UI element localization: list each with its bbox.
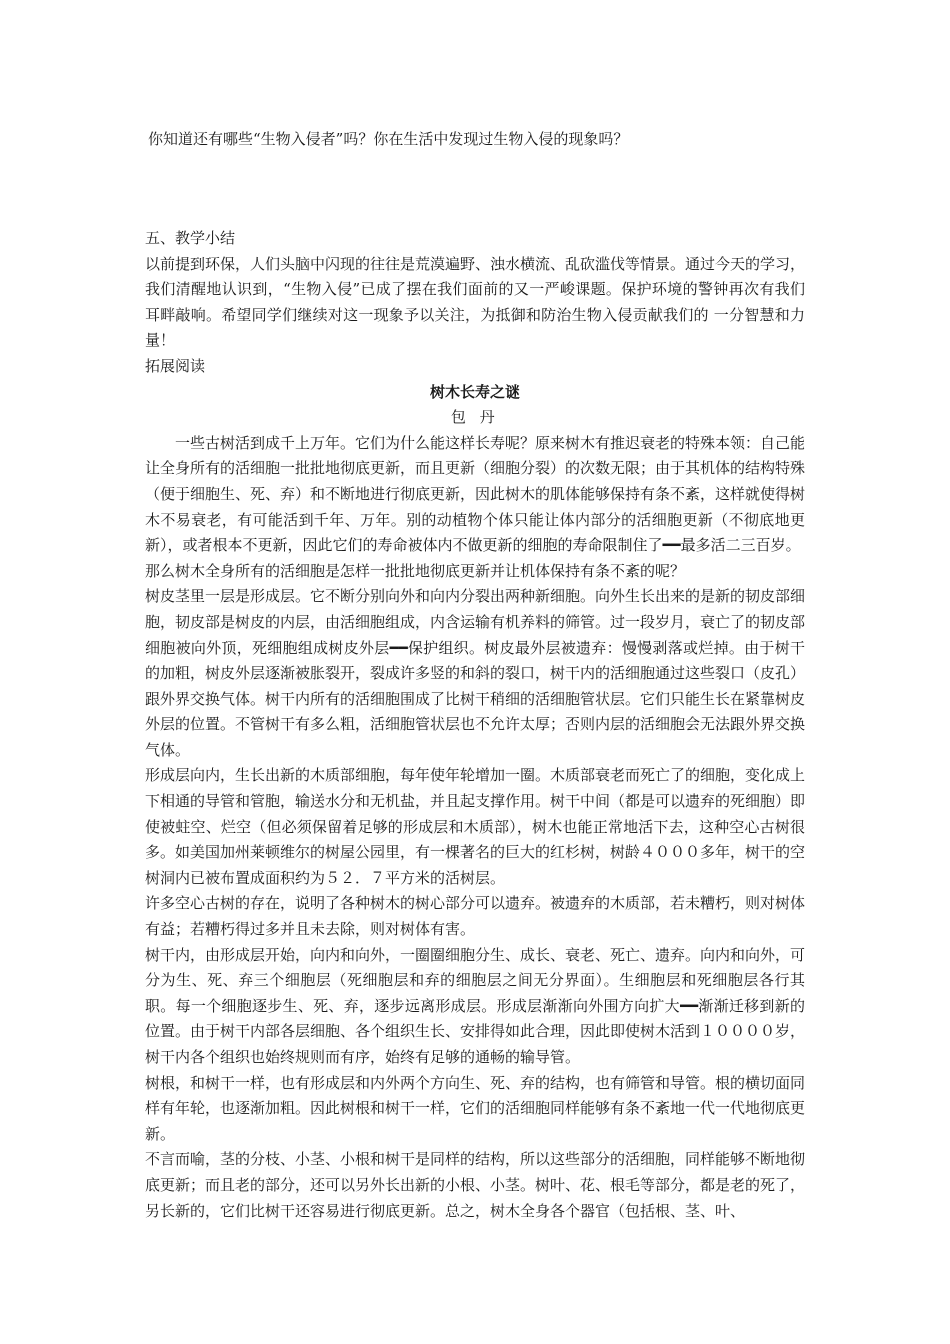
article-title: 树木长寿之谜 <box>429 382 520 401</box>
discussion-question: 你知道还有哪些“生物入侵者”吗？你在生活中发现过生物入侵的现象吗？ <box>148 130 629 148</box>
article-paragraph-1: 一些古树活到成千上万年。它们为什么能这样长寿呢？原来树木有推迟衰老的特殊本领：自己能让全身所有的活细胞一批批地彻底更新，而且更新（细胞分裂）的次数无限；由于其机体的结构特殊（便于细胞生、死、弃）和不断地进行彻底更新，因此树木的肌体能够保持有条不紊，这样就使得树木不易衰老，有可能活到千年、万年。别的动植物个体只能让体内部分的活细胞更新（不彻底地更新），或者根本不更新，因此它们的寿命被体内不做更新的细胞的寿命限制住了━━最多活二三百岁。 <box>145 433 806 555</box>
article-paragraph-4: 形成层向内，生长出新的木质部细胞，每年使年轮增加一圈。木质部衰老而死亡了的细胞，变化成上下相通的导管和管胞，输送水分和无机盐，并且起支撑作用。树干中间（都是可以遗弃的死细胞）即使被蛀空、烂空（但必须保留着足够的形成层和木质部），树木也能正常地活下去，这种空心古树很多。如美国加州莱顿维尔的树屋公园里，有一棵著名的巨大的红杉树，树龄４０００多年，树干的空树洞内已被布置成面积约为５２．７平方米的活树层。 <box>145 766 806 887</box>
article-author: 包 丹 <box>450 408 500 427</box>
summary-text: 以前提到环保，人们头脑中闪现的往往是荒漠遍野、浊水横流、乱砍滥伐等情景。通过今天的学习，我们清醒地认识到，“生物入侵”已成了摆在我们面前的又一严峻课题。保护环境的警钟再次有我们耳畔敲响。希望同学们继续对这一现象予以关注，为抵御和防治生物入侵贡献我们的 一分智慧和力量！ <box>145 254 806 350</box>
document-body <box>145 226 805 1224</box>
article-paragraph-8: 不言而喻，茎的分枝、小茎、小根和树干是同样的结构，所以这些部分的活细胞，同样能够不断地彻底更新；而且老的部分，还可以另外长出新的小根、小茎。树叶、花、根毛等部分，都是老的死了，另长新的，它们比树干还容易进行彻底更新。总之，树木全身各个器官（包括根、茎、叶、 <box>145 1150 806 1220</box>
extended-reading-heading: 拓展阅读 <box>145 356 206 375</box>
article-paragraph-3: 树皮茎里一层是形成层。它不断分别向外和向内分裂出两种新细胞。向外生长出来的是新的韧皮部细胞，韧皮部是树皮的内层，由活细胞组成，内含运输有机养料的筛管。过一段岁月，衰亡了的韧皮部细胞被向外顶，死细胞组成树皮外层━━保护组织。树皮最外层被遗弃：慢慢剥落或烂掉。由于树干的加粗，树皮外层逐渐被胀裂开，裂成许多竖的和斜的裂口，树干内的活细胞通过这些裂口（皮孔）跟外界交换气体。树干内所有的活细胞围成了比树干稍细的活细胞管状层。它们只能生长在紧靠树皮外层的位置。不管树干有多么粗，活细胞管状层也不允许太厚；否则内层的活细胞会无法跟外界交换气体。 <box>145 587 806 759</box>
article-paragraph-5: 许多空心古树的存在，说明了各种树木的树心部分可以遗弃。被遗弃的木质部，若未糟朽，则对树体有益；若糟朽得过多并且未去除，则对树体有害。 <box>145 894 806 939</box>
summary-heading: 五、教学小结 <box>145 229 236 247</box>
article-paragraph-6: 树干内，由形成层开始，向内和向外，一圈圈细胞分生、成长、衰老、死亡、遗弃。向内和向外，可分为生、死、弃三个细胞层（死细胞层和弃的细胞层之间无分界面）。生细胞层和死细胞层各行其职。每一个细胞逐步生、死、弃，逐步远离形成层。形成层渐渐向外围方向扩大━━渐渐迁移到新的位置。由于树干内部各层细胞、各个组织生长、安排得如此合理，因此即使树木活到１００００岁，树干内各个组织也始终规则而有序，始终有足够的通畅的输导管。 <box>145 945 806 1066</box>
article-paragraph-7: 树根，和树干一样，也有形成层和内外两个方向生、死、弃的结构，也有筛管和导管。根的横切面同样有年轮，也逐渐加粗。因此树根和树干一样，它们的活细胞同样能够有条不紊地一代一代地彻底更新。 <box>145 1073 806 1143</box>
article-paragraph-2: 那么树木全身所有的活细胞是怎样一批批地彻底更新并让机体保持有条不紊的呢？ <box>145 561 686 580</box>
